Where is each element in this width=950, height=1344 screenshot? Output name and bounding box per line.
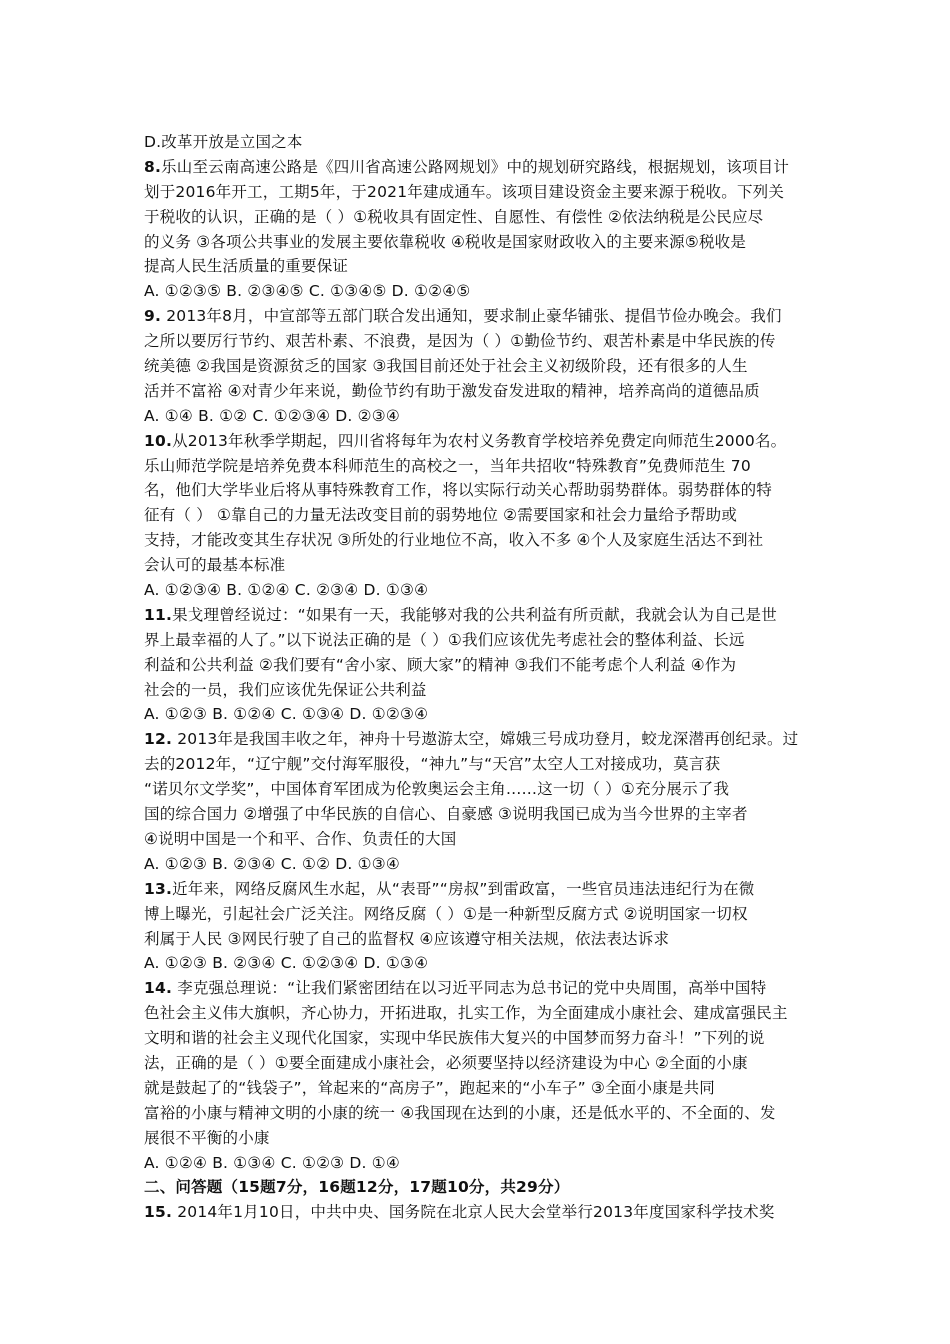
text-line [144,852,810,877]
line-text: 划于2016年开工，工期5年，于2021年建成通车。该项目建设资金主要来源于税收。下列关 [144,182,785,201]
text-line [144,927,810,952]
document-body [144,130,810,1225]
text-line [144,205,810,230]
line-text: A. ①②④ B. ①③④ C. ①②③ D. ①④ [144,1153,400,1172]
line-text: 去的2012年，“辽宁舰”交付海军服役，“神九”与“天宫”太空人工对接成功，莫言获 [144,755,721,774]
text-line [144,603,810,628]
line-text: 法，正确的是（ ）①要全面建成小康社会，必须要坚持以经济建设为中心 ②全面的小康 [144,1053,748,1072]
line-text: 李克强总理说：“让我们紧密团结在以习近平同志为总书记的党中央周围，高举中国特 [172,979,767,998]
line-text: D.改革开放是立国之本 [144,133,303,151]
line-text: 2013年8月，中宣部等五部门联合发出通知，要求制止豪华铺张、提倡节俭办晚会。我们 [161,307,782,326]
text-line [144,951,810,976]
text-line [144,702,810,727]
text-line [144,628,810,653]
text-line [144,578,810,603]
text-line [144,553,810,578]
question-number: 9. [144,307,162,326]
text-line [144,976,810,1001]
text-line [144,827,810,852]
line-text: 界上最幸福的人了。”以下说法正确的是（ ）①我们应该优先考虑社会的整体利益、长远 [144,630,745,649]
text-line [144,429,810,454]
text-line [144,902,810,927]
question-number: 10. [144,431,173,450]
line-text: 于税收的认识，正确的是（ ）①税收具有固定性、自愿性、有偿性 ②依法纳税是公民应尽 [144,207,764,226]
text-line [144,1001,810,1026]
line-text: 国的综合国力 ②增强了中华民族的自信心、自豪感 ③说明我国已成为当今世界的主宰者 [144,805,748,824]
text-line [144,1126,810,1151]
line-text: 提高人民生活质量的重要保证 [144,257,349,276]
line-text: 征有（ ） ①靠自己的力量无法改变目前的弱势地位 ②需要国家和社会力量给予帮助或 [144,506,738,525]
line-text: 支持，才能改变其生存状况 ③所处的行业地位不高，收入不多 ④个人及家庭生活达不到社 [144,531,764,550]
text-line [144,1051,810,1076]
line-text: 就是鼓起了的“钱袋子”，耸起来的“高房子”，跑起来的“小车子” ③全面小康是共同 [144,1078,716,1097]
line-text: ④说明中国是一个和平、合作、负责任的大国 [144,829,457,848]
text-line [144,478,810,503]
text-line [144,155,810,180]
text-line [144,379,810,404]
text-line [144,727,810,752]
line-text: 会认可的最基本标准 [144,556,286,575]
text-line [144,230,810,255]
line-text: 文明和谐的社会主义现代化国家，实现中华民族伟大复兴的中国梦而努力奋斗！”下列的说 [144,1029,765,1048]
line-text: 果戈理曾经说过：“如果有一天，我能够对我的公共利益有所贡献，我就会认为自己是世 [172,605,777,624]
line-text: A. ①②③ B. ①②④ C. ①③④ D. ①②③④ [144,705,429,724]
line-text: 社会的一员，我们应该优先保证公共利益 [144,680,427,699]
line-text: 富裕的小康与精神文明的小康的统一 ④我国现在达到的小康，还是低水平的、不全面的、发 [144,1103,776,1122]
line-text: 利益和公共利益 ②我们要有“舍小家、顾大家”的精神 ③我们不能考虑个人利益 ④作为 [144,655,737,674]
line-text: 博上曝光，引起社会广泛关注。网络反腐（ ）①是一种新型反腐方式 ②说明国家一切权 [144,904,748,923]
text-line [144,329,810,354]
line-text: 的义务 ③各项公共事业的发展主要依靠税收 ④税收是国家财政收入的主要来源⑤税收是 [144,232,747,251]
text-line [144,1026,810,1051]
line-text: 从2013年秋季学期起，四川省将每年为农村义务教育学校培养免费定向师范生2000名。 [172,431,787,450]
text-line [144,802,810,827]
text-line [144,130,810,155]
text-line [144,1151,810,1176]
line-text: A. ①④ B. ①② C. ①②③④ D. ②③④ [144,406,400,425]
line-text: A. ①②③ B. ②③④ C. ①②③④ D. ①③④ [144,954,429,973]
text-line [144,304,810,329]
text-line [144,752,810,777]
text-line [144,877,810,902]
text-line [144,180,810,205]
text-line [144,1076,810,1101]
line-text: 近年来，网络反腐风生水起，从“表哥”“房叔”到雷政富，一些官员违法违纪行为在微 [172,879,755,898]
question-number: 14. [144,979,173,998]
text-line [144,454,810,479]
question-number: 11. [144,605,173,624]
line-text: A. ①②③⑤ B. ②③④⑤ C. ①③④⑤ D. ①②④⑤ [144,282,471,301]
line-text: 二、问答题（15题7分，16题12分，17题10分，共29分） [144,1178,570,1197]
text-line [144,777,810,802]
text-line [144,404,810,429]
text-line [144,503,810,528]
text-line [144,279,810,304]
line-text: 活并不富裕 ④对青少年来说，勤俭节约有助于激发奋发进取的精神，培养高尚的道德品质 [144,381,760,400]
line-text: 之所以要厉行节约、艰苦朴素、不浪费，是因为（ ）①勤俭节约、艰苦朴素是中华民族的传 [144,332,776,351]
question-number: 8. [144,157,162,176]
text-line [144,254,810,279]
line-text: 利属于人民 ③网民行驶了自己的监督权 ④应该遵守相关法规，依法表达诉求 [144,929,670,948]
question-number: 13. [144,879,173,898]
line-text: A. ①②③ B. ②③④ C. ①② D. ①③④ [144,854,400,873]
question-number: 12. [144,730,173,749]
section-heading [144,1175,810,1200]
text-line [144,678,810,703]
line-text: 色社会主义伟大旗帜，齐心协力，开拓进取，扎实工作，为全面建成小康社会、建成富强民主 [144,1004,788,1023]
text-line [144,528,810,553]
line-text: 展很不平衡的小康 [144,1128,270,1147]
line-text: 乐山至云南高速公路是《四川省高速公路网规划》中的规划研究路线，根据规划，该项目计 [161,157,790,176]
text-line [144,354,810,379]
line-text: “诺贝尔文学奖”，中国体育军团成为伦敦奥运会主角……这一切（ ）①充分展示了我 [144,780,730,799]
line-text: 2013年是我国丰收之年，神舟十号遨游太空，嫦娥三号成功登月，蛟龙深潜再创纪录。过 [172,730,799,749]
text-line [144,1200,810,1225]
line-text: 2014年1月10日，中共中央、国务院在北京人民大会堂举行2013年度国家科学技术奖 [172,1203,775,1222]
question-number: 15. [144,1203,173,1222]
line-text: 统美德 ②我国是资源贫乏的国家 ③我国目前还处于社会主义初级阶段，还有很多的人生 [144,357,748,376]
line-text: 乐山师范学院是培养免费本科师范生的高校之一，当年共招收“特殊教育”免费师范生 70 [144,456,751,475]
line-text: 名，他们大学毕业后将从事特殊教育工作，将以实际行动关心帮助弱势群体。弱势群体的特 [144,481,773,500]
text-line [144,1101,810,1126]
text-line [144,653,810,678]
line-text: A. ①②③④ B. ①②④ C. ②③④ D. ①③④ [144,581,429,600]
